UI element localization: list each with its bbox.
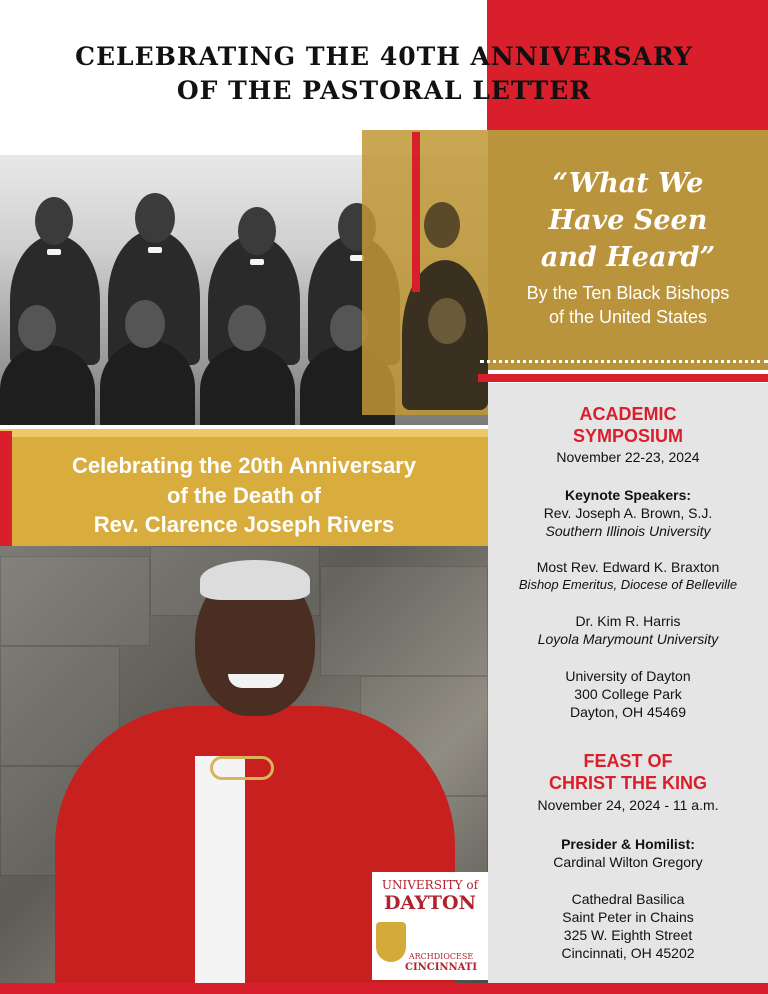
letter-title-line-1: “What We <box>552 168 704 199</box>
symposium-venue-line-2: 300 College Park <box>574 686 682 702</box>
symposium-venue-line-1: University of Dayton <box>565 668 691 684</box>
archdiocese-logo-line-1: ARCHDIOCESE <box>408 952 474 961</box>
symposium-date: November 22-23, 2024 <box>556 449 700 465</box>
headline-line-1: CELEBRATING THE 40TH ANNIVERSARY <box>75 42 693 71</box>
footer-red-bar <box>0 983 768 994</box>
feast-venue-line-2: Saint Peter in Chains <box>562 909 694 925</box>
presider-heading: Presider & Homilist: <box>561 836 695 852</box>
feast-venue-line-4: Cincinnati, OH 45202 <box>561 945 695 961</box>
speaker-name: Dr. Kim R. Harris <box>575 613 681 629</box>
symposium-title-2: SYMPOSIUM <box>572 426 683 446</box>
letter-title-line-3: and Heard” <box>540 242 716 273</box>
banner-line-1: Celebrating the 20th Anniversary <box>72 453 416 478</box>
feast-venue-line-3: 325 W. Eighth Street <box>563 927 693 943</box>
feast-title-2: CHRIST THE KING <box>548 773 707 793</box>
symposium-title-1: ACADEMIC <box>579 404 677 424</box>
ud-logo-line-2: DAYTON <box>384 892 476 914</box>
letter-byline-2: of the United States <box>548 307 708 327</box>
presider-name: Cardinal Wilton Gregory <box>553 854 703 870</box>
photo-gold-overlay <box>362 130 488 415</box>
ud-logo-line-1: UNIVERSITY of <box>381 878 479 892</box>
red-accent-bar-horizontal <box>478 374 768 382</box>
banner-line-2: of the Death of <box>167 483 321 508</box>
sponsor-logos <box>372 872 488 980</box>
red-accent-bar-vertical <box>412 132 420 292</box>
speaker-name: Most Rev. Edward K. Braxton <box>536 559 720 575</box>
letter-byline-1: By the Ten Black Bishops <box>526 283 730 303</box>
symposium-venue-line-3: Dayton, OH 45469 <box>570 704 686 720</box>
banner-line-3: Rev. Clarence Joseph Rivers <box>93 512 395 537</box>
archdiocese-logo-line-2: CINCINNATI <box>404 962 478 973</box>
feast-date: November 24, 2024 - 11 a.m. <box>537 797 719 813</box>
speaker-affiliation: Southern Illinois University <box>545 523 711 539</box>
keynote-heading: Keynote Speakers: <box>564 487 692 503</box>
feast-venue-line-1: Cathedral Basilica <box>571 891 685 907</box>
dotted-divider <box>480 360 768 363</box>
feast-title-1: FEAST OF <box>583 751 673 771</box>
speaker-affiliation: Loyola Marymount University <box>537 631 719 647</box>
headline-line-2: OF THE PASTORAL LETTER <box>176 76 592 105</box>
banner-top-stripe <box>0 429 488 437</box>
letter-title-line-2: Have Seen <box>548 205 708 236</box>
speaker-name: Rev. Joseph A. Brown, S.J. <box>543 505 713 521</box>
speaker-affiliation: Bishop Emeritus, Diocese of Belleville <box>518 577 738 592</box>
